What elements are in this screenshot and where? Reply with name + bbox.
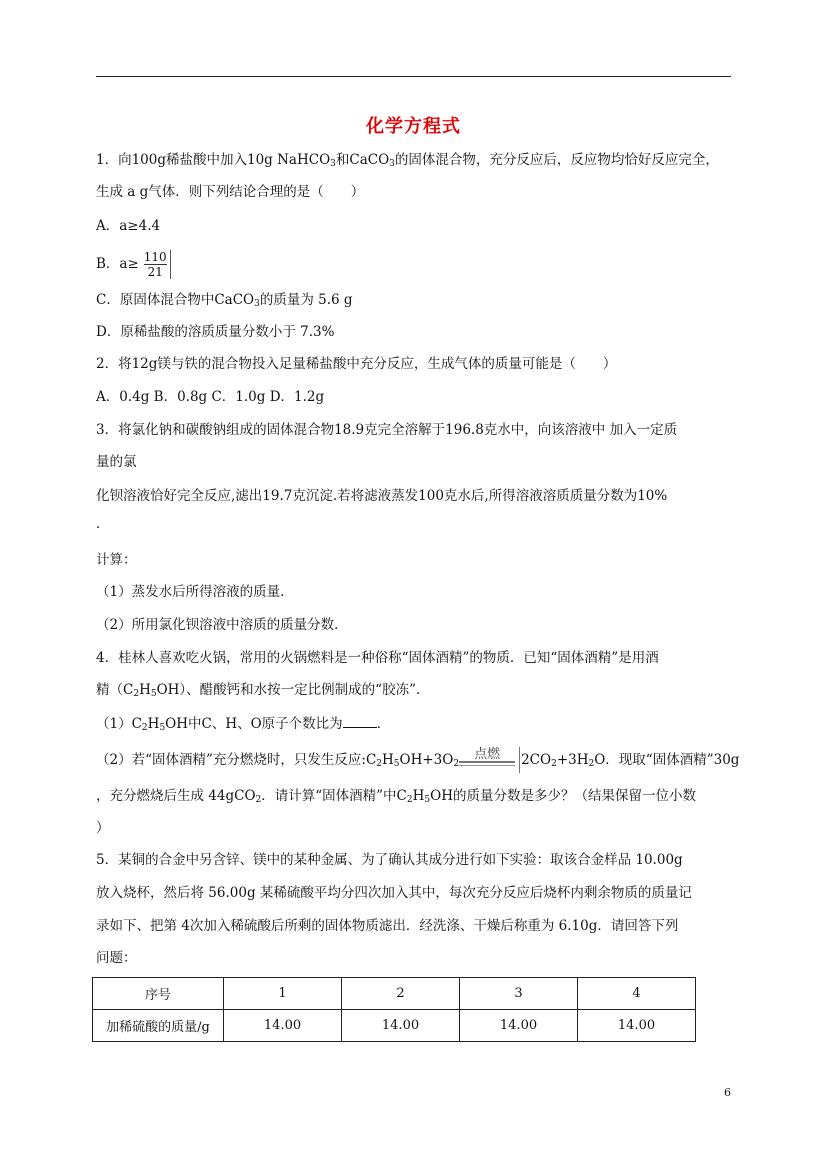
q3-sub2: （2）所用氯化钡溶液中溶质的质量分数．	[96, 617, 348, 633]
q2-options: A．0.4g B．0.8g C．1.0g D．1.2g	[96, 389, 325, 405]
q1-line2: 生成 a g气体．则下列结论合理的是（ ）	[96, 184, 365, 200]
table-row	[93, 1010, 696, 1042]
q1-option-d: D．原稀盐酸的溶质质量分数小于 7.3%	[96, 324, 335, 340]
q5-line3: 录如下、把第 4次加入稀硫酸后所剩的固体物质滤出．经洗涤、干燥后称重为 6.10g．请回答下列	[96, 918, 679, 934]
results-table	[92, 977, 696, 1042]
page-number: 6	[724, 1086, 731, 1099]
answer-blank	[343, 713, 377, 728]
table-cell: 2	[342, 978, 460, 1010]
q3-calc: 计算：	[96, 552, 137, 568]
q4-line4: ）	[96, 820, 110, 836]
table-row	[93, 978, 696, 1010]
fraction: $\frac{110}{21}$	[141, 250, 171, 279]
q4-sub2: （2）若“固体酒精”充分燃烧时，只发生反应$:C_2H_5OH+3O_2$ 点燃 $2CO_2+3H_2O$．现取“固体酒精”30g	[96, 750, 739, 774]
q3-line2: 量的氯	[96, 454, 137, 470]
table-cell: 14.00	[342, 1010, 460, 1042]
q3-sub1: （1）蒸发水后所得溶液的质量．	[96, 584, 294, 600]
table-cell: 14.00	[578, 1010, 696, 1042]
reaction-arrow	[459, 746, 521, 771]
q3-line3: 化钡溶液恰好完全反应,滤出19.7克沉淀.若将滤液蒸发100克水后,所得溶液溶质质量分数为10%	[96, 488, 668, 504]
q1-option-b: B．a≥ $\frac{110}{21}$	[96, 250, 171, 279]
table-cell: 加稀硫酸的质量/g	[93, 1010, 224, 1042]
q3-line4: ．	[96, 516, 110, 532]
q5-line2: 放入烧杯，然后将 56.00g 某稀硫酸平均分四次加入其中，每次充分反应后烧杯内剩余物质的质量记	[96, 885, 692, 901]
q4-line3: ，充分燃烧后生成 44gCO$_2$．请计算“固体酒精”中$C_2H_5OH$的质量分数是多少？（结果保留一位小数	[96, 788, 696, 805]
table-cell: 1	[224, 978, 342, 1010]
q5-line1: 5．某铜的合金中另含锌、镁中的某种金属、为了确认其成分进行如下实验：取该合金样品 10.00g	[96, 852, 683, 868]
q4-line1: 4．桂林人喜欢吃火锅，常用的火锅燃料是一种俗称“固体酒精”的物质．已知“固体酒精”是用酒	[96, 650, 659, 666]
reaction-condition: 点燃	[474, 746, 501, 762]
q2-line1: 2．将12g镁与铁的混合物投入足量稀盐酸中充分反应，生成气体的质量可能是（ ）	[96, 356, 617, 372]
q3-line1: 3．将氯化钠和碳酸钠组成的固体混合物18.9克完全溶解于196.8克水中，向该溶液中 加入一定质	[96, 422, 678, 438]
table-cell: 序号	[93, 978, 224, 1010]
q4-line2: 精$(C_2H_5OH)$、醋酸钙和水按一定比例制成的“胶冻”．	[96, 682, 430, 699]
page-title: 化学方程式	[366, 116, 461, 137]
q5-line4: 问题：	[96, 950, 137, 966]
header-rule	[96, 76, 731, 77]
q1-option-a: A．a≥4.4	[96, 218, 161, 234]
table-cell: 4	[578, 978, 696, 1010]
q4-sub1: $(1)C_2H_5OH$中C、H、O原子个数比为 ．	[96, 713, 390, 738]
table-cell: 14.00	[224, 1010, 342, 1042]
table-cell: 3	[460, 978, 578, 1010]
q1-option-c: C．原固体混合物中CaCO$_3$的质量为 5.6 g	[96, 292, 353, 309]
table-cell: 14.00	[460, 1010, 578, 1042]
q1-line1: 1．向100g稀盐酸中加入10g NaHCO$_3$和CaCO$_3$的固体混合物，充分反应后，反应物均恰好反应完全，	[96, 152, 719, 169]
